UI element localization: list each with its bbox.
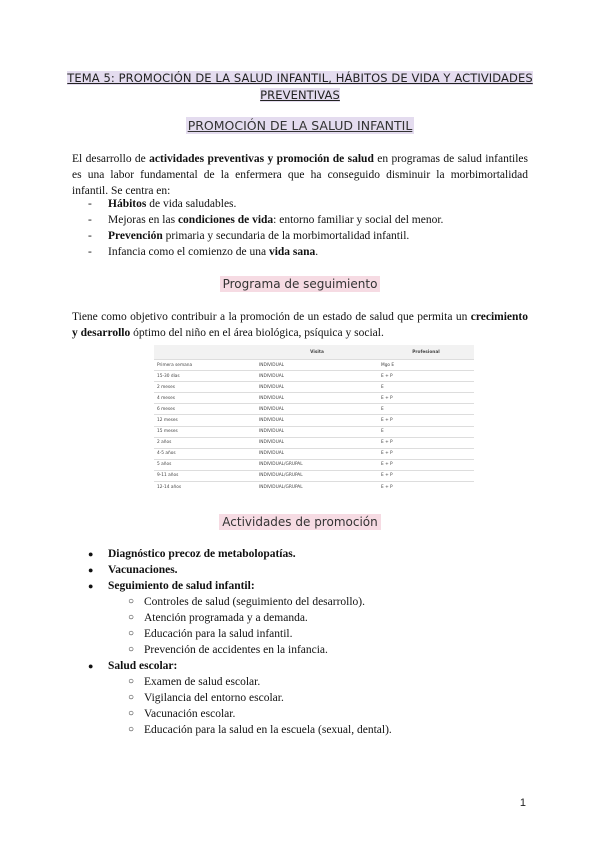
table-cell: INDIVIDUAL xyxy=(256,382,378,393)
table-cell: INDIVIDUAL/GRUPAL xyxy=(256,470,378,481)
table-cell: INDIVIDUAL xyxy=(256,448,378,459)
table-row xyxy=(154,382,474,393)
sub-list-item: ○ Vacunación escolar. xyxy=(128,708,236,720)
table-cell: INDIVIDUAL xyxy=(256,371,378,382)
table-cell: 4 meses xyxy=(154,393,256,404)
table-cell: Mgo E xyxy=(378,360,474,371)
table-row xyxy=(154,393,474,404)
table-cell: INDIVIDUAL xyxy=(256,437,378,448)
table-cell: 12-14 años xyxy=(154,482,256,493)
list-item: - Hábitos de vida saludables. xyxy=(88,196,443,212)
list-item: ● Salud escolar: ○ Examen de salud escolar. ○ Vigilancia del entorno escolar. ○ Vacunación escolar. ○ Educación para la salud en la escuela (sexual, dental). xyxy=(88,660,392,736)
table-row xyxy=(154,360,474,371)
table-cell: E + P xyxy=(378,371,474,382)
table-cell: E + P xyxy=(378,415,474,426)
activities-list xyxy=(88,546,392,738)
table-cell: INDIVIDUAL/GRUPAL xyxy=(256,482,378,493)
table-row xyxy=(154,482,474,493)
table-cell: 6 meses xyxy=(154,404,256,415)
table-cell: INDIVIDUAL xyxy=(256,415,378,426)
sub-list-item: ○ Examen de salud escolar. xyxy=(128,676,261,688)
table-body xyxy=(154,360,474,493)
table-cell: 15 meses xyxy=(154,426,256,437)
actividades-heading-text: Actividades de promoción xyxy=(219,514,380,530)
table-row xyxy=(154,459,474,470)
table-cell: E + P xyxy=(378,482,474,493)
sub-list-item: ○ Vigilancia del entorno escolar. xyxy=(128,692,284,704)
intro-paragraph xyxy=(72,151,528,199)
table-header-cell: Visita xyxy=(256,345,378,360)
section-heading-actividades xyxy=(0,515,600,529)
table-row xyxy=(154,470,474,481)
table-row xyxy=(154,426,474,437)
table-row xyxy=(154,415,474,426)
intro-text-1: El desarrollo de xyxy=(72,153,150,165)
list-item: ● Seguimiento de salud infantil: ○ Controles de salud (seguimiento del desarrollo). ○ Atención programada y a demanda. ○ Educación para la salud infantil. ○ Prevención de accidentes en la infancia. xyxy=(88,578,392,658)
table-cell: INDIVIDUAL xyxy=(256,404,378,415)
table-cell: 12 meses xyxy=(154,415,256,426)
table-header-cell: Profesional xyxy=(378,345,474,360)
focus-list xyxy=(88,196,443,260)
section-subtitle xyxy=(0,118,600,133)
document-title xyxy=(60,70,540,104)
section-heading-programa xyxy=(0,277,600,291)
programa-text-1: Tiene como objetivo contribuir a la promoción de un estado de salud que permita un xyxy=(72,311,471,323)
table-cell: E + P xyxy=(378,448,474,459)
intro-bold-1: actividades preventivas y promoción de salud xyxy=(149,153,374,165)
sub-list-item: ○ Educación para la salud infantil. xyxy=(128,628,293,640)
list-item: - Mejoras en las condiciones de vida: entorno familiar y social del menor. xyxy=(88,212,443,228)
table-cell: INDIVIDUAL xyxy=(256,360,378,371)
page-number: 1 xyxy=(519,797,526,809)
title-text: TEMA 5: PROMOCIÓN DE LA SALUD INFANTIL, HÁBITOS DE VIDA Y ACTIVIDADES PREVENTIVAS xyxy=(67,71,533,102)
sub-list-item: ○ Prevención de accidentes en la infancia. xyxy=(128,644,328,656)
table-header-row xyxy=(154,345,474,360)
table-cell: INDIVIDUAL/GRUPAL xyxy=(256,459,378,470)
sub-list-item: ○ Atención programada y a demanda. xyxy=(128,612,308,624)
programa-heading-text: Programa de seguimiento xyxy=(220,276,381,292)
table-cell: E xyxy=(378,426,474,437)
table-cell: E + P xyxy=(378,459,474,470)
table-cell: 15-30 días xyxy=(154,371,256,382)
sub-list-item: ○ Controles de salud (seguimiento del desarrollo). xyxy=(128,596,366,608)
list-item: ● Vacunaciones. xyxy=(88,564,178,576)
table-row xyxy=(154,404,474,415)
list-item: - Prevención primaria y secundaria de la morbimortalidad infantil. xyxy=(88,228,443,244)
intro-text-2: en programas de salud infantiles es una labor fundamental de la enfermera que ha conseguido disminuir la morbimortalidad infantil. Se centra en: xyxy=(72,153,528,197)
table-cell: E + P xyxy=(378,437,474,448)
table-row xyxy=(154,371,474,382)
list-item: - Infancia como el comienzo de una vida sana. xyxy=(88,244,443,260)
table-cell: E xyxy=(378,404,474,415)
table-cell: 9-11 años xyxy=(154,470,256,481)
table-cell: E + P xyxy=(378,470,474,481)
programa-bold-1: crecimiento y desarrollo xyxy=(72,311,528,339)
table-cell: Primera semana xyxy=(154,360,256,371)
sub-list xyxy=(108,594,392,658)
table-cell: 2 meses xyxy=(154,382,256,393)
table-header-cell xyxy=(154,345,256,360)
table-cell: E + P xyxy=(378,393,474,404)
list-item: ● Diagnóstico precoz de metabolopatías. xyxy=(88,548,296,560)
table-cell: INDIVIDUAL xyxy=(256,393,378,404)
subtitle-text: PROMOCIÓN DE LA SALUD INFANTIL xyxy=(187,118,413,133)
table-row xyxy=(154,448,474,459)
table-cell: E xyxy=(378,382,474,393)
table-cell: 5 años xyxy=(154,459,256,470)
table-cell: 4-5 años xyxy=(154,448,256,459)
programa-text-2: óptimo del niño en el área biológica, psíquica y social. xyxy=(130,327,384,339)
table-cell: 2 años xyxy=(154,437,256,448)
programa-paragraph xyxy=(72,309,528,341)
sub-list-item: ○ Educación para la salud en la escuela (sexual, dental). xyxy=(128,724,392,736)
sub-list xyxy=(108,674,392,738)
table-row xyxy=(154,437,474,448)
table-cell: INDIVIDUAL xyxy=(256,426,378,437)
visits-table xyxy=(154,345,474,492)
